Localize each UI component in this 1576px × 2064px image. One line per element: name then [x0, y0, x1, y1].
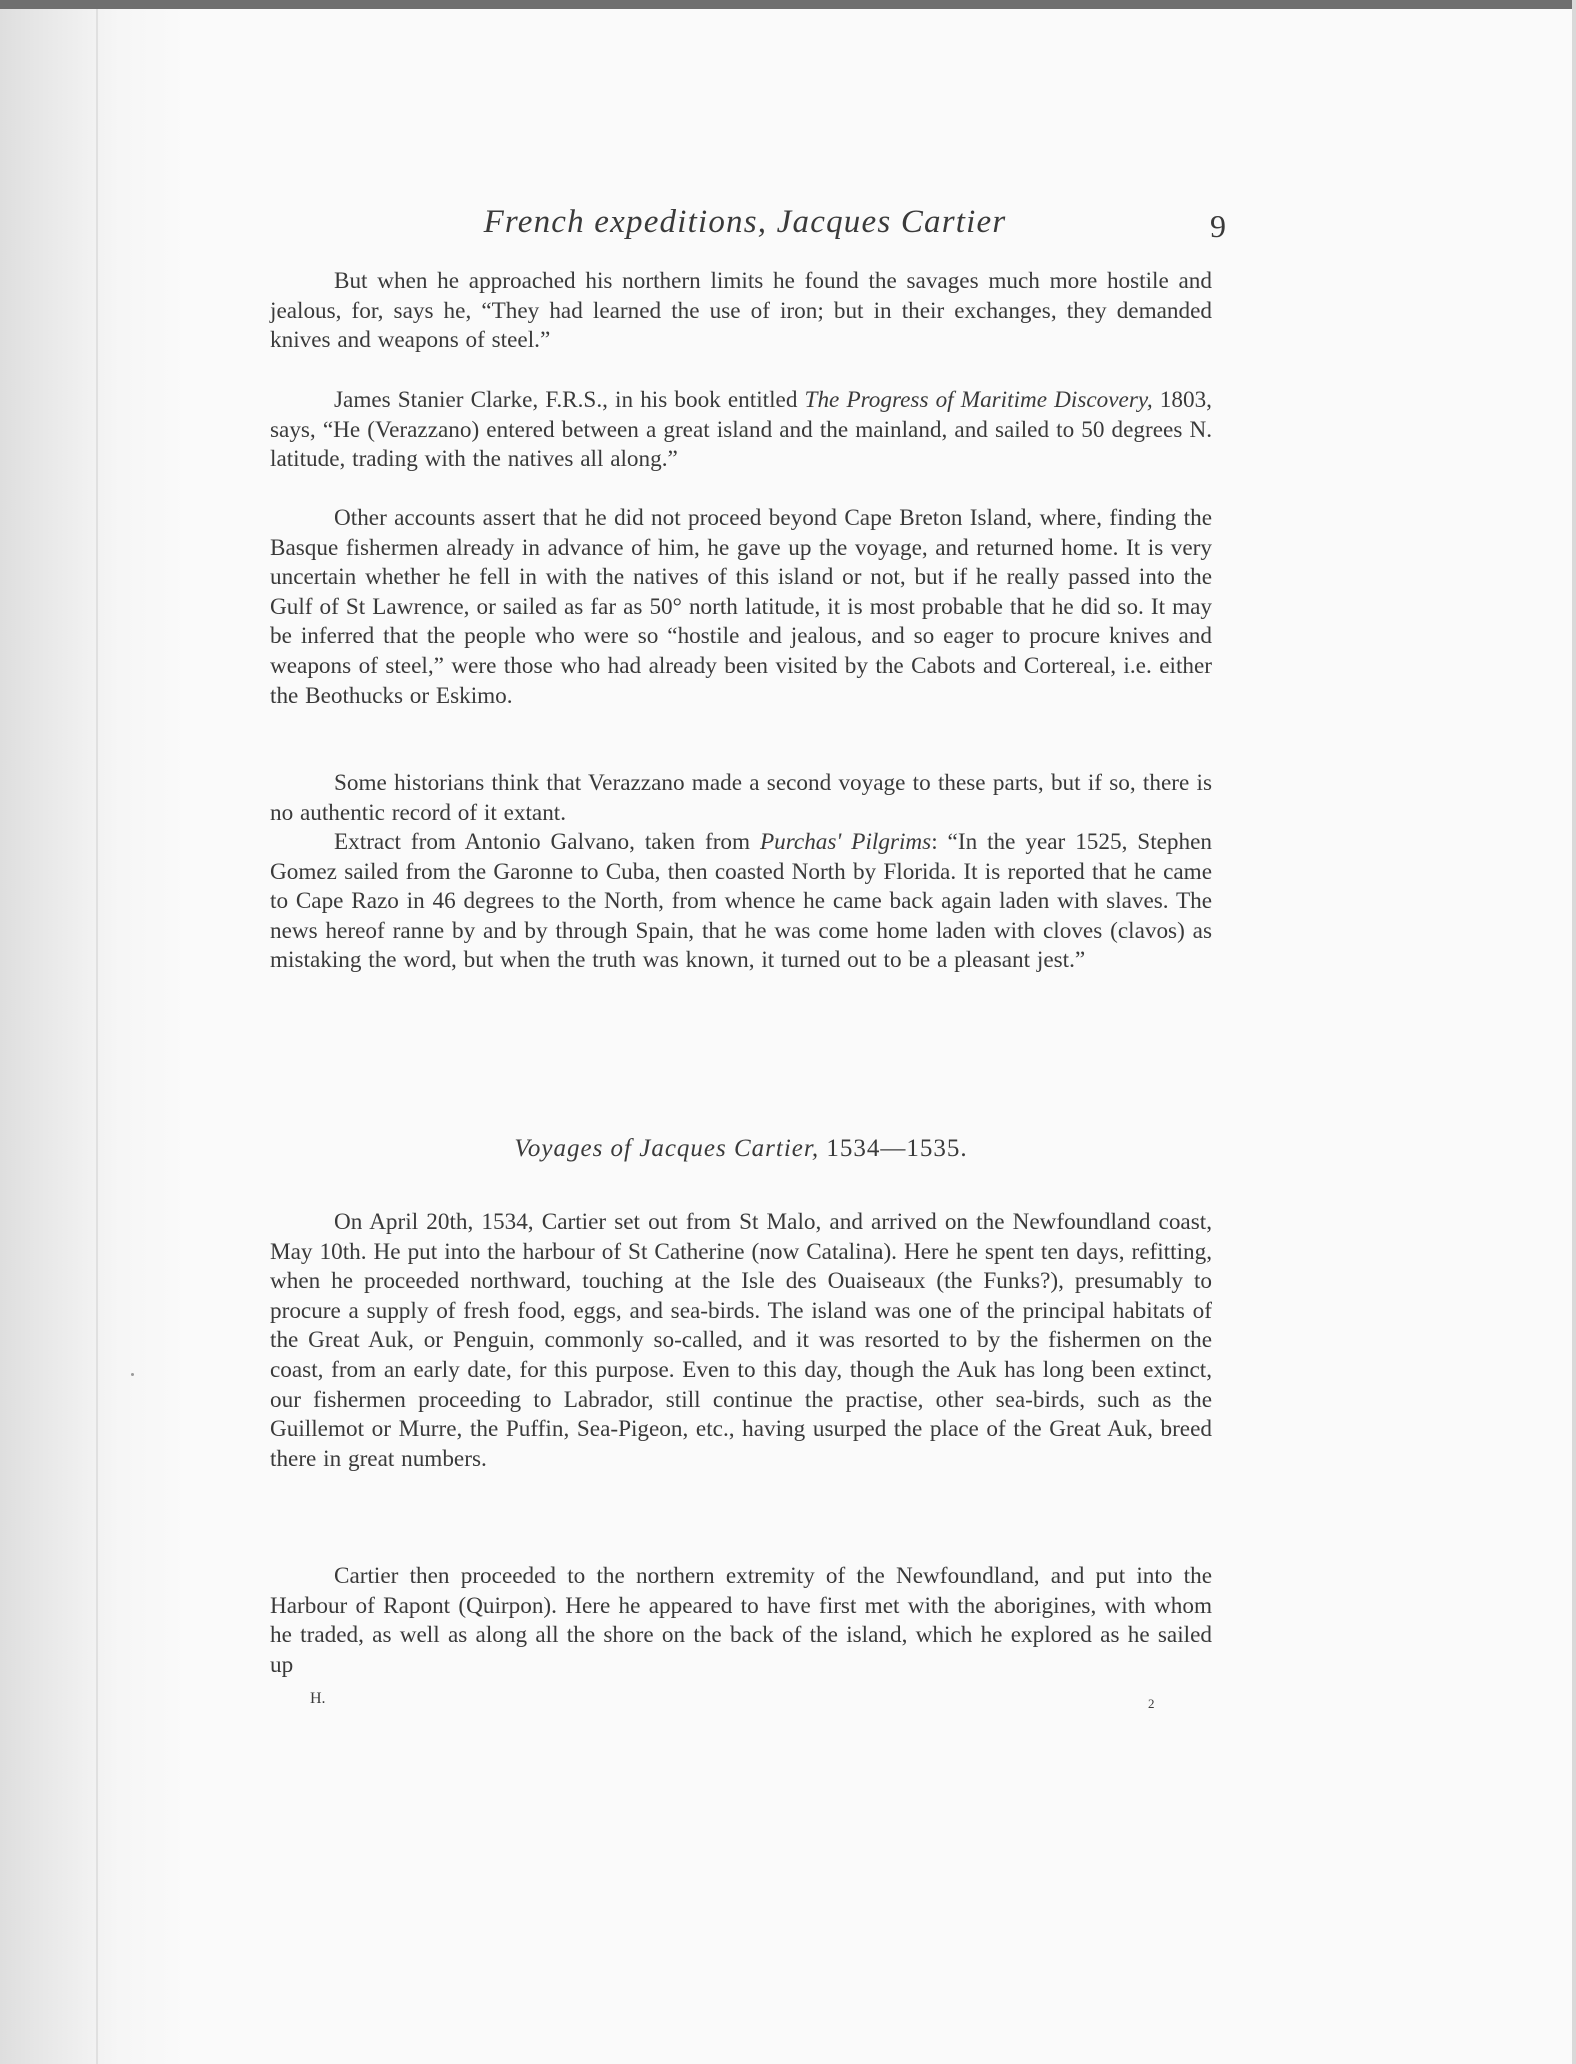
paragraph-second-voyage: Some historians think that Verazzano made a second voyage to these parts, but if so, there is no authentic record of it extant. [270, 770, 1212, 826]
paragraph-savages: But when he approached his northern limits he found the savages much more hostile and jealous, for, says he, “They had learned the use of iron; but in their exchanges, they demanded knives and weapons of steel.” [270, 268, 1212, 354]
page-gutter-shadow [0, 9, 190, 2064]
folio-mark: 2 [1148, 1696, 1155, 1711]
paragraph-galvano-before: Extract from Antonio Galvano, taken from [334, 829, 760, 855]
scan-speck [131, 1373, 134, 1376]
scan-top-edge [0, 0, 1576, 9]
paragraph-other-accounts: Other accounts assert that he did not proceed beyond Cape Breton Island, where, finding the Basque fishermen already in advance of him, he gave up the voyage, and returned home. It is very uncertain whether he fell in with the natives of this island or not, but if he really passed into the Gulf of St Lawrence, or sailed as far as 50° north latitude, it is most probable that he did so. It may be inferred that the people who were so “hostile and jealous, and so eager to procure knives and weapons of steel,” were those who had already been visited by the Cabots and Cortereal, i.e. either the Beothucks or Eskimo. [270, 505, 1212, 709]
scan-right-edge [1572, 0, 1576, 2064]
section-heading [270, 1135, 1212, 1163]
paragraph-galvano-after: : “In the year 1525, Stephen Gomez sailed from the Garonne to Cuba, then coasted North by Florida. It is reported that he came to Cape Razo in 46 degrees to the North, from whence he came back again laden with slaves. The news hereof ranne by and by through Spain, that he was come home laden with cloves (clavos) as mistaking the word, but when the truth was known, it turned out to be a pleasant jest.” [270, 829, 1212, 974]
section-heading-title: Voyages of Jacques Cartier, [514, 1135, 820, 1162]
paragraph-clarke-before: James Stanier Clarke, F.R.S., in his book entitled [334, 387, 805, 413]
book-title-purchas-pilgrims: Purchas' Pilgrims [759, 829, 932, 855]
gutter-fold-line [96, 9, 98, 2064]
paragraph-clarke [270, 386, 1212, 475]
signature-mark: H. [310, 1690, 326, 1707]
book-title-progress-maritime-discovery: The Progress of Maritime Discovery, [804, 387, 1153, 413]
section-heading-years: 1534—1535. [826, 1135, 968, 1162]
paragraph-clarke-after: 1803, says, “He (Verazzano) entered between a great island and the mainland, and sailed to 50 degrees N. latitude, trading with the natives all along.” [270, 387, 1212, 473]
paragraph-galvano-extract [270, 828, 1212, 976]
paragraph-cartier-northern: Cartier then proceeded to the northern extremity of the Newfoundland, and put into the Harbour of Rapont (Quirpon). Here he appeared to have first met with the aborigines, with whom he traded, as well as along all the shore on the back of the island, which he explored as he sailed up [270, 1563, 1212, 1678]
paragraph-april-1534: On April 20th, 1534, Cartier set out from St Malo, and arrived on the Newfoundland coast, May 10th. He put into the harbour of St Catherine (now Catalina). Here he spent ten days, refitting, when he proceeded northward, touching at the Isle des Ouaiseaux (the Funks?), presumably to procure a supply of fresh food, eggs, and sea-birds. The island was one of the principal habitats of the Great Auk, or Penguin, commonly so-called, and it was resorted to by the fishermen on the coast, from an early date, for this purpose. Even to this day, though the Auk has long been extinct, our fishermen proceeding to Labrador, still continue the practise, other sea-birds, such as the Guillemot or Murre, the Puffin, Sea-Pigeon, etc., having usurped the place of the Great Auk, breed there in great numbers. [270, 1209, 1212, 1472]
running-head [270, 204, 1226, 254]
page-number: 9 [1210, 208, 1226, 244]
running-title: French expeditions, Jacques Cartier [483, 204, 1007, 240]
